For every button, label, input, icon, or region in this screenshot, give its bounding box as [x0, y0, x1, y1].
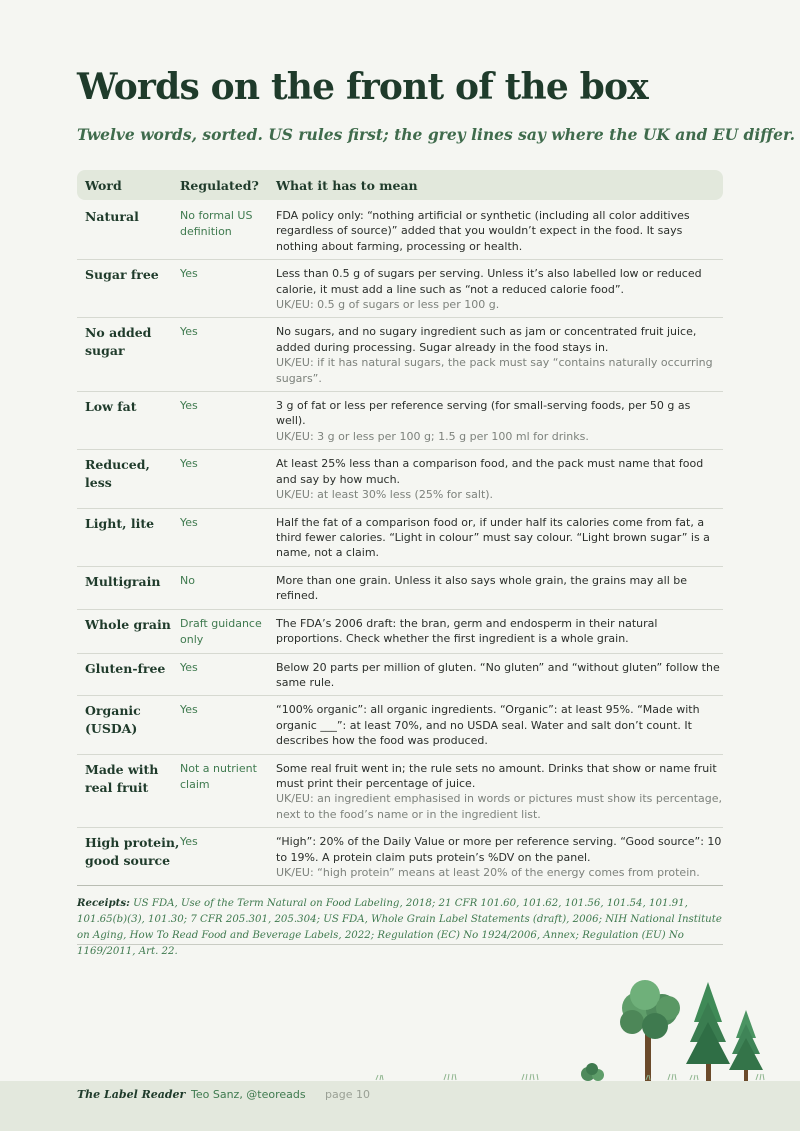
row-uk-eu-rule: UK/EU: “high protein” means at least 20% of the energy comes from protein.	[276, 866, 700, 879]
row-word: Whole grain	[85, 616, 171, 632]
bush-icon	[581, 1063, 604, 1081]
table-header	[77, 170, 723, 200]
row-regulated: Not a nutrient claim	[180, 761, 257, 791]
row-meaning	[276, 660, 723, 691]
row-us-rule: Less than 0.5 g of sugars per serving. Unless it’s also labelled low or reduced calorie, it must add a line such as “not a reduced calorie food”.	[276, 267, 702, 296]
row-meaning	[276, 456, 723, 502]
footer-publication: The Label Reader	[77, 1088, 186, 1101]
row-regulated: Yes	[180, 703, 198, 717]
row-us-rule: “High”: 20% of the Daily Value or more per reference serving. “Good source”: 10 to 19%. A protein claim puts protein’s %DV on the panel.	[276, 835, 722, 864]
row-word: Light, lite	[85, 515, 155, 531]
table-row	[77, 450, 723, 508]
footer-page-number: page 10	[325, 1088, 370, 1101]
row-word: Natural	[85, 209, 139, 224]
row-word: Sugar free	[85, 267, 159, 283]
table-row	[77, 696, 723, 754]
forest-illustration	[0, 960, 800, 1090]
row-us-rule: At least 25% less than a comparison food, and the pack must name that food and say by how much.	[276, 457, 704, 486]
row-meaning	[276, 208, 723, 254]
table-row	[77, 318, 723, 392]
row-us-rule: More than one grain. Unless it also says whole grain, the grains may all be refined.	[276, 573, 688, 603]
row-us-rule: Half the fat of a comparison food or, if under half its calories come from fat, a third fewer calories. “Light in colour” must say colour. “Light brown sugar” is a name, not a claim.	[276, 515, 710, 560]
row-us-rule: Below 20 parts per million of gluten. “No gluten” and “without gluten” follow the same rule.	[276, 660, 720, 689]
table-body	[77, 202, 723, 886]
row-meaning	[276, 573, 723, 604]
grass-tufts-icon	[376, 1074, 764, 1080]
row-regulated: No formal US definition	[180, 209, 253, 238]
page-subtitle: Twelve words, sorted. US rules first; the grey lines say where the UK and EU differ.	[77, 125, 796, 144]
row-regulated: Draft guidance only	[180, 616, 262, 646]
footer-author: Teo Sanz, @teoreads	[191, 1088, 306, 1101]
row-uk-eu-rule: UK/EU: 0.5 g of sugars or less per 100 g.	[276, 298, 500, 312]
table-row	[77, 610, 723, 654]
row-word: Low fat	[85, 399, 137, 415]
row-word: Organic (USDA)	[85, 703, 141, 737]
table-row	[77, 567, 723, 610]
row-meaning	[276, 702, 723, 748]
deciduous-tree-icon	[620, 980, 680, 1084]
row-meaning	[276, 616, 723, 647]
row-regulated: Yes	[180, 267, 198, 281]
row-uk-eu-rule: UK/EU: 3 g or less per 100 g; 1.5 g per 100 ml for drinks.	[276, 429, 589, 443]
receipts-divider	[77, 944, 723, 945]
row-word: Gluten-free	[85, 660, 166, 676]
row-meaning	[276, 266, 723, 312]
header-regulated: Regulated?	[180, 177, 259, 193]
table-row	[77, 392, 723, 450]
table-row	[77, 654, 723, 697]
pine-tree-icon	[686, 982, 730, 1084]
row-word: Reduced, less	[85, 457, 150, 491]
row-regulated: Yes	[180, 457, 198, 471]
table-row	[77, 509, 723, 567]
row-regulated: No	[180, 573, 195, 587]
row-regulated: Yes	[180, 325, 198, 339]
table-row	[77, 828, 723, 886]
receipts	[77, 895, 723, 960]
row-us-rule: 3 g of fat or less per reference serving (for small-serving foods, per 50 g as well).	[276, 399, 691, 428]
row-regulated: Yes	[180, 660, 198, 674]
page-title: Words on the front of the box	[77, 66, 648, 108]
row-us-rule: The FDA’s 2006 draft: the bran, germ and endosperm in their natural proportions. Check whether the first ingredient is a whole grain.	[276, 616, 658, 645]
row-uk-eu-rule: UK/EU: if it has natural sugars, the pack must say “contains naturally occurring sugars”.	[276, 356, 713, 385]
small-pine-tree-icon	[729, 1010, 763, 1084]
row-regulated: Yes	[180, 835, 198, 849]
row-word: No added sugar	[85, 325, 152, 359]
row-word: Multigrain	[85, 573, 161, 589]
row-meaning	[276, 515, 723, 561]
row-us-rule: Some real fruit went in; the rule sets no amount. Drinks that show or name fruit must print their percentage of juice.	[276, 761, 717, 790]
row-us-rule: No sugars, and no sugary ingredient such as jam or concentrated fruit juice, added during processing. Sugar already in the food stays in.	[276, 325, 697, 354]
row-meaning	[276, 398, 723, 444]
row-meaning	[276, 834, 723, 880]
claims-table	[77, 170, 723, 886]
row-uk-eu-rule: UK/EU: at least 30% less (25% for salt).	[276, 488, 494, 502]
row-meaning	[276, 324, 723, 386]
table-row	[77, 202, 723, 260]
row-regulated: Yes	[180, 399, 198, 413]
header-meaning: What it has to mean	[276, 177, 418, 193]
row-word: Made with real fruit	[85, 761, 159, 795]
row-word: High protein, good source	[85, 835, 180, 869]
table-row	[77, 260, 723, 318]
row-regulated: Yes	[180, 515, 198, 529]
table-row	[77, 755, 723, 829]
row-us-rule: FDA policy only: “nothing artificial or synthetic (including all color additives regardless of source)” added that you wouldn’t expect in the food. It says nothing about farming, processing or health.	[276, 209, 690, 253]
receipts-text: US FDA, Use of the Term Natural on Food Labeling, 2018; 21 CFR 101.60, 101.62, 101.56, 101.54, 101.91, 101.65(b)(3), 101.30; 7 CFR 205.301, 205.304; US FDA, Whole Grain Label Statements (draft), 2006; NIH National Institute on Aging, How To Read Food and Beverage Labels, 2022; Regulation (EC) No 1924/2006, Annex; Regulation (EU) No 1169/2011, Art. 22.	[77, 898, 722, 957]
row-uk-eu-rule: UK/EU: an ingredient emphasised in words or pictures must show its percentage, next to the food’s name or in the ingredient list.	[276, 792, 723, 821]
header-word: Word	[85, 177, 122, 193]
receipts-label: Receipts:	[77, 897, 130, 909]
row-meaning	[276, 761, 723, 823]
row-us-rule: “100% organic”: all organic ingredients. “Organic”: at least 95%. “Made with organic ___”: at least 70%, and no USDA seal. Water and salt don’t count. It describes how the food was produced.	[276, 703, 700, 748]
